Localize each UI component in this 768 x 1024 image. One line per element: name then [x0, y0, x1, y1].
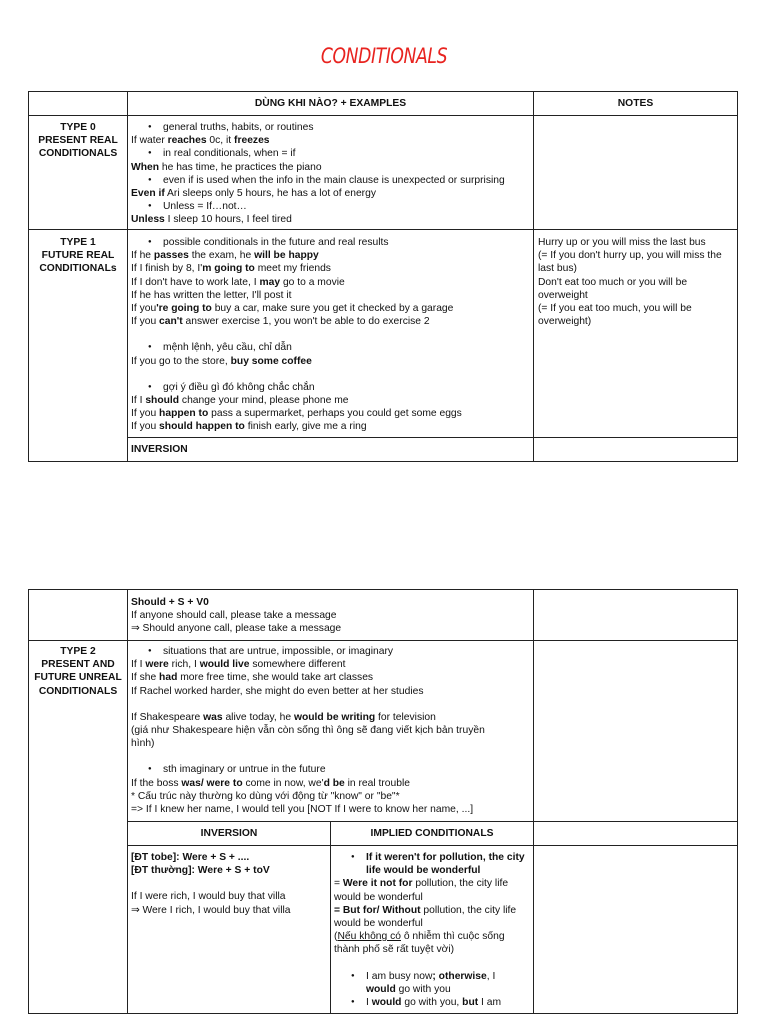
type1-label-line: CONDITIONALs [39, 263, 117, 275]
text-bold: happen to [159, 408, 209, 420]
text-bold: will be happy [254, 250, 319, 262]
text-bold: should [145, 395, 180, 407]
bullet-text: ● even if is used when the info in the main clause is unexpected or surprising [163, 174, 505, 186]
text-bold: reaches [167, 135, 207, 147]
text: If I don't have to work late, I [131, 276, 260, 288]
example-line: => If I knew her name, I would tell you [NOT If I were to know her name, ...] [131, 804, 474, 816]
text: go with you [395, 983, 451, 995]
example-line [131, 394, 531, 407]
text-bold: m going to [202, 263, 255, 275]
type1-notes [538, 236, 736, 328]
text-bold: buy some coffee [230, 355, 312, 367]
spacer [131, 368, 531, 381]
text: he has time, he practices the piano [159, 161, 322, 173]
text-bold: would [366, 983, 396, 995]
spacer [131, 877, 327, 890]
bullet-text: ● possible conditionals in the future and real results [163, 237, 389, 248]
formula: Should + S + V0 [131, 597, 209, 608]
example-line [131, 161, 531, 174]
text: If he [131, 250, 154, 262]
text-underlined: Nếu không có [337, 931, 401, 943]
type2-label-line: CONDITIONALS [38, 685, 118, 697]
should-inversion [131, 596, 531, 636]
example-line [131, 671, 531, 684]
type2-inversion-content [131, 851, 327, 917]
inversion-heading: INVERSION [131, 444, 188, 455]
formula: [ĐT thường]: Were + S + toV [131, 865, 270, 877]
text-bold: was [203, 711, 223, 723]
bullet-text-cont [334, 983, 532, 996]
text-bold: was/ were to [181, 777, 243, 789]
example-line: ⇒ Were I rich, I would buy that villa [131, 904, 291, 916]
example-line: (giá như Shakespeare hiện vẫn còn sống thì ông sẽ đang viết kịch bản truyền [131, 725, 485, 737]
example-line [334, 930, 532, 943]
bullet-text: ● If it weren't for pollution, the city [366, 852, 525, 863]
spacer [131, 698, 531, 711]
text: If you go to the store, [131, 355, 231, 367]
text: pollution, the city life [412, 878, 509, 890]
text: finish early, give me a ring [244, 421, 367, 433]
text: go to a movie [280, 276, 345, 288]
example-line [131, 302, 531, 315]
text: ô nhiễm thì cuộc sống [400, 931, 505, 943]
example-line: ⇒ Should anyone call, please take a message [131, 623, 342, 635]
text-bold: would [371, 997, 402, 1009]
text: = [334, 878, 343, 890]
list-item [131, 645, 531, 658]
text: If I [131, 659, 146, 671]
note-line: last bus) [538, 263, 577, 275]
example-line [131, 658, 531, 671]
text: in real trouble [344, 777, 410, 789]
example-line [131, 315, 531, 328]
example-line [131, 711, 531, 724]
bullet-text: ● general truths, habits, or routines [163, 122, 314, 133]
text: If you [131, 408, 160, 420]
example-line: If anyone should call, please take a message [131, 610, 337, 622]
example-line [131, 134, 531, 147]
example-line: would be wonderful [334, 918, 423, 930]
bullet-text: ● mệnh lệnh, yêu cầu, chỉ dẫn [163, 342, 292, 354]
list-item [131, 174, 531, 187]
example-line: If Rachel worked harder, she might do even better at her studies [131, 685, 424, 697]
type1-label [28, 236, 128, 276]
bullet-text: ● gợi ý điều gì đó không chắc chắn [163, 381, 315, 393]
text-bold: may [259, 276, 281, 288]
list-item [334, 970, 532, 983]
type0-label-line: TYPE 0 [60, 122, 96, 133]
list-item [131, 236, 531, 249]
spacer [131, 328, 531, 341]
example-line: would be wonderful [334, 891, 423, 903]
type0-content [131, 121, 531, 227]
text: I [366, 997, 372, 1009]
text-bold: were [145, 659, 169, 671]
text: If Shakespeare [131, 711, 204, 723]
type2-label-line: PRESENT AND [41, 659, 115, 671]
page-title: CONDITIONALS [320, 44, 448, 68]
example-line [131, 777, 531, 790]
list-item [131, 147, 531, 160]
type0-label-line: PRESENT REAL [38, 135, 118, 147]
example-line [131, 213, 531, 226]
text: If you [131, 316, 160, 328]
text-bold: can't [159, 316, 183, 328]
text-bold: = [334, 904, 343, 916]
text-bold: had [159, 672, 178, 684]
list-item [334, 851, 532, 864]
text: I am [478, 997, 502, 1009]
text: 0c, it [206, 135, 235, 147]
example-line: hình) [131, 738, 155, 750]
note-line: (= If you eat too much, you will be [538, 303, 692, 315]
subheader-inversion: INVERSION [200, 828, 258, 839]
bullet-text: ● Unless = If…not… [163, 201, 247, 213]
text-bold: but [462, 997, 479, 1009]
text: If I finish by 8, I' [131, 263, 203, 275]
example-line [131, 187, 531, 200]
list-item [131, 200, 531, 213]
text: go with you, [401, 997, 463, 1009]
example-line [131, 249, 531, 262]
example-line [334, 904, 532, 917]
list-item [334, 996, 532, 1009]
text: pollution, the city life [420, 904, 517, 916]
bullet-text-cont: life would be wonderful [366, 865, 481, 877]
text: the exam, he [188, 250, 255, 262]
text-bold: freezes [234, 135, 270, 147]
example-line: If he has written the letter, I'll post it [131, 289, 292, 301]
note-line: Hurry up or you will miss the last bus [538, 237, 706, 248]
header-notes: NOTES [617, 98, 654, 109]
bullet-text [350, 996, 532, 1009]
example-line: * Cấu trúc này thường ko dùng với động từ "know" or "be"* [131, 790, 400, 802]
example-line [334, 877, 532, 890]
text-bold: ; otherwise [432, 970, 487, 982]
text: If water [131, 135, 168, 147]
text: for television [375, 711, 436, 723]
example-line: thành phố sẽ rất tuyệt vời) [334, 944, 455, 956]
note-line: Don't eat too much or you will be [538, 276, 688, 288]
text-bold: Were it not for [342, 878, 413, 890]
text-bold: When [131, 161, 160, 173]
text-bold: 're going to [156, 303, 212, 315]
text: rich, I [168, 659, 200, 671]
type2-label-line: TYPE 2 [60, 646, 96, 657]
text: come in now, we' [242, 777, 324, 789]
text: , I [486, 970, 496, 982]
bullet-text [350, 970, 532, 983]
type0-label [28, 121, 128, 161]
example-line [131, 420, 531, 433]
note-line: overweight) [538, 316, 592, 328]
table-2-col3 [533, 589, 738, 1014]
text: change your mind, please phone me [179, 395, 349, 407]
bullet-text: ● in real conditionals, when = if [163, 148, 296, 160]
subheader-implied: IMPLIED CONDITIONALS [370, 828, 494, 839]
header-usage: DÙNG KHI NÀO? + EXAMPLES [254, 98, 407, 109]
text-bold: Unless [131, 214, 165, 226]
type2-label-line: FUTURE UNREAL [34, 672, 122, 684]
text: more free time, she would take art classes [177, 672, 374, 684]
text: If the boss [131, 777, 182, 789]
bullet-text: ● sth imaginary or untrue in the future [163, 764, 326, 776]
type0-label-line: CONDITIONALS [38, 148, 118, 160]
formula: [ĐT tobe]: Were + S + .... [131, 852, 250, 863]
example-line: If I were rich, I would buy that villa [131, 891, 286, 903]
text-bold: would live [199, 659, 250, 671]
text-bold: should happen to [159, 421, 245, 433]
bullet-text: ● situations that are untrue, impossible, or imaginary [163, 646, 394, 657]
implied-content [334, 851, 532, 1009]
text-bold: passes [153, 250, 189, 262]
type1-label-line: TYPE 1 [60, 237, 96, 248]
list-item [131, 121, 531, 134]
note-line: (= If you don't hurry up, you will miss the [538, 250, 722, 262]
text: If you [131, 303, 157, 315]
example-line [131, 355, 531, 368]
example-line [131, 276, 531, 289]
text: answer exercise 1, you won't be able to do exercise 2 [182, 316, 430, 328]
text: I sleep 10 hours, I feel tired [164, 214, 292, 226]
text: alive today, he [222, 711, 294, 723]
list-item [131, 763, 531, 776]
text: Ari sleeps only 5 hours, he has a lot of energy [164, 188, 376, 200]
spacer [334, 957, 532, 970]
text: If she [131, 672, 160, 684]
text: somewhere different [249, 659, 346, 671]
text-bold: d be [323, 777, 345, 789]
text: ( [334, 931, 338, 943]
text: If you [131, 421, 160, 433]
list-item [131, 381, 531, 394]
spacer [131, 750, 531, 763]
text-bold: Even if [131, 188, 165, 200]
text: I am busy now [366, 970, 433, 982]
type2-content [131, 645, 531, 816]
list-item [131, 341, 531, 354]
text: pass a supermarket, perhaps you could get some eggs [208, 408, 462, 420]
type1-content [131, 236, 531, 434]
text-bold: would be writing [293, 711, 376, 723]
type1-label-line: FUTURE REAL [41, 250, 115, 262]
type2-label [28, 645, 128, 698]
text: If I [131, 395, 146, 407]
example-line [131, 407, 531, 420]
example-line [131, 262, 531, 275]
text: meet my friends [254, 263, 331, 275]
note-line: overweight [538, 289, 588, 301]
text-bold: But for/ Without [342, 904, 421, 916]
text: buy a car, make sure you get it checked by a garage [211, 303, 454, 315]
